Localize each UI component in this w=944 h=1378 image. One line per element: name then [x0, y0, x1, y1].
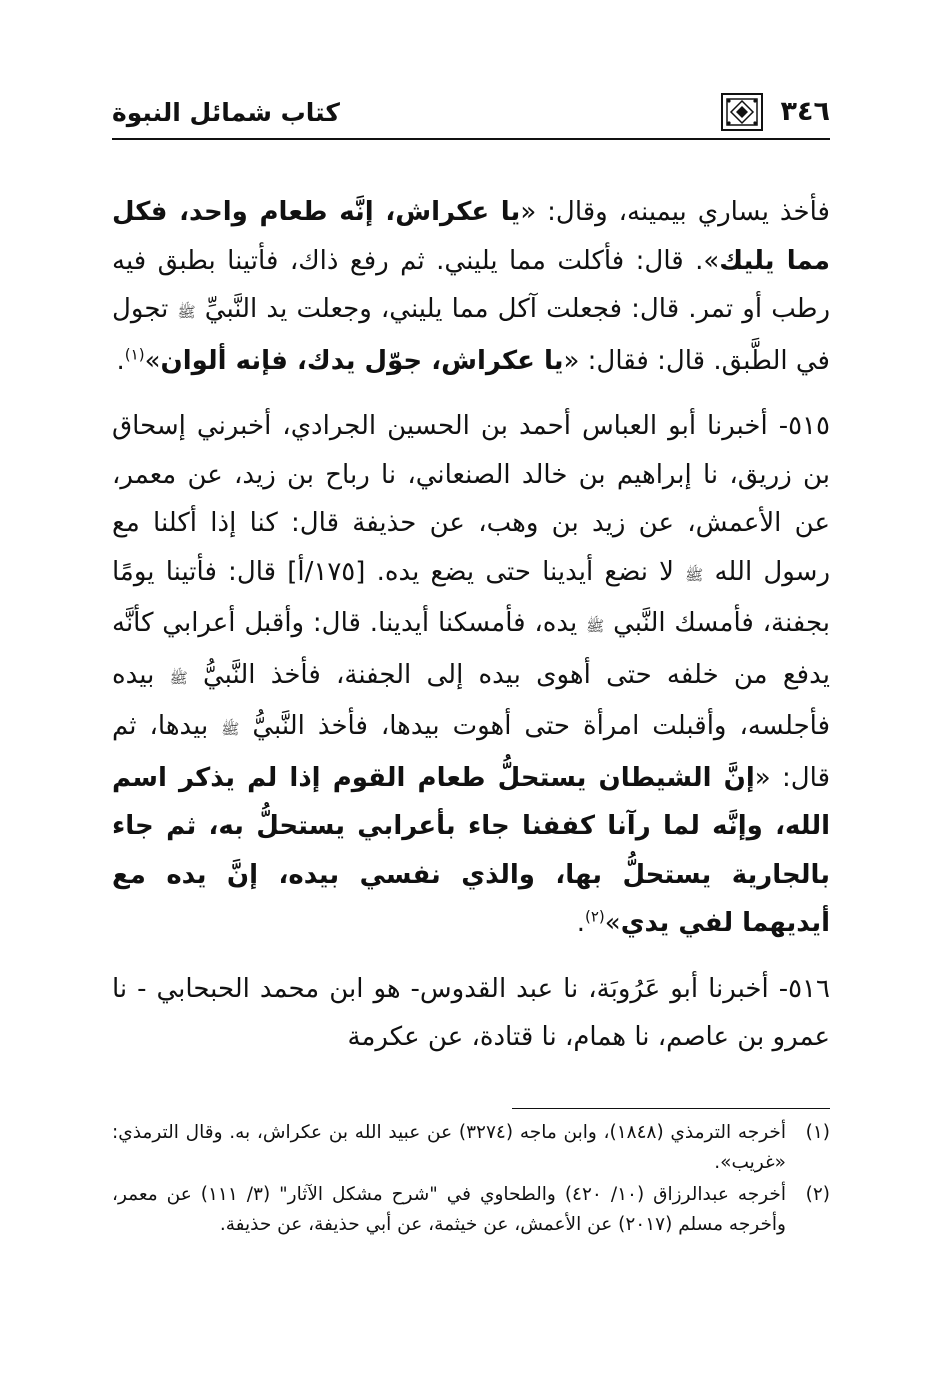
footnote-ref: (٢) — [584, 907, 605, 926]
footnote-number: (١) — [805, 1122, 830, 1143]
hadith-quote: يا عكراش، إنَّه طعام واحد، فكل مما يليك — [112, 197, 830, 276]
salutation-glyph: ﷺ — [685, 565, 704, 584]
text-run: يده، فأمسكنا أيدينا. قال: وأقبل أعرابي كأنَّه يدفع من خلفه حتى أهوى بيده إلى الجفنة، فأخذ النَّبيُّ — [112, 608, 830, 690]
footnote-1 — [112, 1118, 830, 1178]
salutation-glyph: ﷺ — [221, 720, 240, 738]
footnote-rule — [512, 1108, 830, 1109]
footnote-2 — [112, 1180, 830, 1240]
text-run: فأخذ يساري بيمينه، وقال: « — [520, 197, 830, 227]
text-run: . — [116, 345, 125, 376]
footnote-text: أخرجه عبدالرزاق (١٠/ ٤٢٠) والطحاوي في "شرح مشكل الآثار" (٣/ ١١١) عن معمر، وأخرجه مسلم (٢٠١٧) عن الأعمش، عن خيثمة، عن أبي حذيفة، عن حذيفة. — [112, 1184, 786, 1235]
text-run: » — [604, 908, 621, 938]
paragraph-2 — [112, 402, 830, 948]
text-run: . — [576, 908, 585, 938]
text-run: ٥١٦- أخبرنا أبو عَرُوبَة، نا عبد القدوس- هو ابن محمد الحبحابي - نا عمرو بن عاصم، نا همام، نا قتادة، عن عكرمة — [112, 973, 830, 1052]
page-header — [112, 92, 830, 144]
ornament-icon — [720, 92, 764, 132]
text-run: بيده فأجلسه، وأقبلت امرأة حتى أهوت بيدها، فأخذ النَّبيُّ — [112, 659, 830, 741]
salutation-glyph: ﷺ — [177, 303, 196, 321]
text-run: » — [144, 345, 161, 376]
footnotes — [112, 1118, 830, 1242]
salutation-glyph: ﷺ — [169, 668, 188, 687]
page-number: ٣٤٦ — [780, 96, 830, 127]
footnote-text: أخرجه الترمذي (١٨٤٨)، وابن ماجه (٣٢٧٤) عن عبيد الله بن عكراش، به. وقال الترمذي: «غريب». — [112, 1122, 786, 1173]
hadith-quote: إنَّ الشيطان يستحلُّ طعام القوم إذا لم يذكر اسم الله، وإنَّه لما رآنا كففنا جاء بأعرابي يستحلُّ به، ثم جاء بالجارية يستحلُّ بها، والذي نفسي بيده، إنَّ يده مع أيديهما لفي يدي — [112, 762, 830, 938]
text-run: تجول في الطَّبق. قال: فقال: « — [112, 294, 830, 376]
header-rule — [112, 138, 830, 140]
footnote-number: (٢) — [805, 1184, 830, 1205]
book-title: كتاب شمائل النبوة — [112, 98, 340, 127]
paragraph-3 — [112, 965, 830, 1062]
text-run: لا نضع أيدينا حتى يضع يده. [١٧٥/أ] قال: فأتينا يومًا بجفنة، فأمسك النَّبي — [112, 556, 830, 638]
text-run: ٥١٥- أخبرنا أبو العباس أحمد بن الحسين الجرادي، أخبرني إسحاق بن زريق، نا إبراهيم بن خالد الصنعاني، نا رباح بن زيد، عن معمر، عن الأعمش، عن زيد بن وهب، عن حذيفة قال: كنا إذا أكلنا مع رسول الله — [112, 411, 830, 587]
paragraph-1 — [112, 188, 830, 385]
main-text — [112, 188, 830, 1062]
footnote-ref: (١) — [124, 344, 145, 363]
salutation-glyph: ﷺ — [586, 617, 605, 635]
text-run: ». قال: فأكلت مما يليني. ثم رفع ذاك، فأتينا بطبق فيه رطب أو تمر. قال: فجعلت آكل مما يليني، وجعلت يد النَّبيِّ — [112, 245, 831, 324]
hadith-quote: يا عكراش، جوّل يدك، فإنه ألوان — [160, 345, 564, 376]
text-run: بيدها، ثم قال: « — [112, 711, 830, 793]
